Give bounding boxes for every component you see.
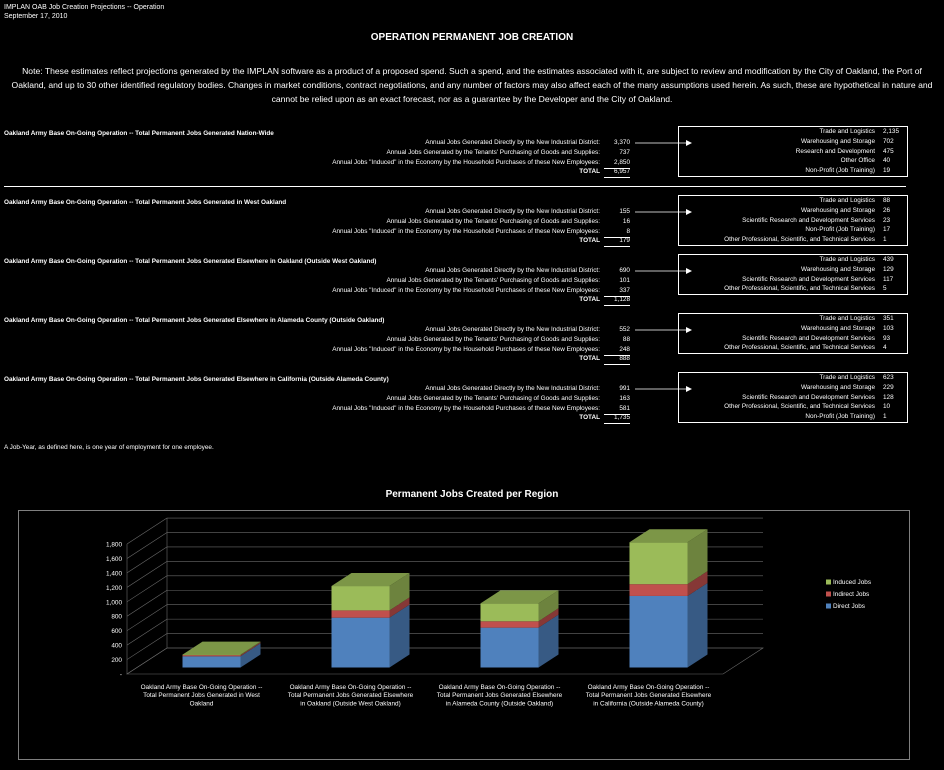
legend-swatch xyxy=(826,580,831,585)
bar-segment-direct-jobs xyxy=(630,596,688,668)
indirect-jobs-value: 16 xyxy=(622,217,630,225)
sector-label: Trade and Logistics xyxy=(819,128,875,135)
sector-label: Other Professional, Scientific, and Technical Services xyxy=(724,344,875,352)
sector-value: 5 xyxy=(883,285,887,293)
sector-value: 229 xyxy=(883,383,894,391)
direct-jobs-label: Annual Jobs Generated Directly by the New Industrial District: xyxy=(425,326,600,333)
total-jobs-value: 6,957 xyxy=(604,167,630,178)
gridline xyxy=(127,561,167,587)
sector-label: Non-Profit (Job Training) xyxy=(805,413,875,421)
sector-label: Other Professional, Scientific, and Technical Services xyxy=(724,236,875,244)
bar-segment-induced-jobs xyxy=(630,542,688,584)
page-title: OPERATION PERMANENT JOB CREATION xyxy=(370,32,574,43)
direct-jobs-label: Annual Jobs Generated Directly by the New Industrial District: xyxy=(425,267,600,274)
direct-jobs-value: 552 xyxy=(619,326,630,333)
sector-label: Warehousing and Storage xyxy=(800,137,875,145)
sector-label: Scientific Research and Development Services xyxy=(742,275,875,283)
bar-segment-indirect-jobs xyxy=(481,621,539,627)
sector-value: 128 xyxy=(883,393,894,401)
chart-title: Permanent Jobs Created per Region xyxy=(385,489,559,500)
gridline xyxy=(127,518,167,544)
gridline xyxy=(127,532,167,558)
sector-label: Scientific Research and Development Services xyxy=(742,334,875,342)
sector-value: 439 xyxy=(883,256,894,263)
indirect-jobs-label: Annual Jobs Generated by the Tenants' Purchasing of Goods and Supplies: xyxy=(386,394,600,402)
total-jobs-value: 888 xyxy=(604,354,630,365)
footnote: A Job-Year, as defined here, is one year of employment for one employee. xyxy=(4,444,214,451)
sector-label: Warehousing and Storage xyxy=(800,383,875,391)
bar-segment-induced-jobs xyxy=(481,603,539,621)
sector-label: Scientific Research and Development Services xyxy=(742,393,875,401)
y-tick-label: 600 xyxy=(111,628,122,636)
sector-value: 10 xyxy=(883,403,891,411)
induced-jobs-label: Annual Jobs "Induced" in the Economy by the Household Purchases of these New Employees: xyxy=(332,286,600,294)
legend-swatch xyxy=(826,592,831,597)
gridline xyxy=(127,547,167,573)
total-jobs-value: 1,735 xyxy=(604,413,630,424)
legend-label: Indirect Jobs xyxy=(833,591,870,598)
section-title: Oakland Army Base On-Going Operation -- Total Permanent Jobs Generated in West Oakland xyxy=(4,199,287,206)
sector-label: Other Office xyxy=(840,157,875,165)
section-title: Oakland Army Base On-Going Operation -- Total Permanent Jobs Generated Elsewhere in Alameda County (Outside Oakland) xyxy=(4,317,385,324)
direct-jobs-value: 991 xyxy=(619,385,630,392)
induced-jobs-label: Annual Jobs "Induced" in the Economy by the Household Purchases of these New Employees: xyxy=(332,404,600,412)
bar-segment-induced-jobs xyxy=(332,586,390,610)
legend-swatch xyxy=(826,604,831,609)
sector-label: Research and Development xyxy=(795,147,875,155)
y-tick-label: - xyxy=(119,671,122,679)
sector-value: 26 xyxy=(883,206,891,214)
sector-value: 23 xyxy=(883,216,891,224)
sector-value: 93 xyxy=(883,334,891,342)
legend-label: Induced Jobs xyxy=(833,579,872,586)
sector-value: 1 xyxy=(883,413,887,421)
doc-title: IMPLAN OAB Job Creation Projections -- Operation xyxy=(4,4,165,11)
y-tick-label: 1,200 xyxy=(106,584,122,592)
disclaimer-note: Note: These estimates reflect projections generated by the IMPLAN software as a product of a proposed spend. Such a spend, and the estimates associated with it, are subject to review and modification by the City of Oakland, the Port of Oakland, and up to 30 other identified regulatory bodies. Changes in market conditions, contract negotiations, and any number of factors may also affect each of the many assumptions used herein. As such, these are hypothetical in nature and cannot be relied upon as an exact forecast, nor as a guarantee by the Developer and the City of Oakland. xyxy=(11,66,933,104)
doc-date: September 17, 2010 xyxy=(4,13,68,20)
y-tick-label: 1,000 xyxy=(106,599,122,607)
sector-value: 40 xyxy=(883,157,891,165)
sector-value: 129 xyxy=(883,265,894,273)
indirect-jobs-value: 101 xyxy=(619,276,630,284)
induced-jobs-value: 337 xyxy=(604,286,630,297)
total-jobs-value: 1,128 xyxy=(604,295,630,306)
direct-jobs-value: 155 xyxy=(619,208,630,215)
gridline xyxy=(127,576,167,602)
y-tick-label: 1,400 xyxy=(106,570,122,578)
indirect-jobs-label: Annual Jobs Generated by the Tenants' Purchasing of Goods and Supplies: xyxy=(386,335,600,343)
sector-label: Other Professional, Scientific, and Technical Services xyxy=(724,403,875,411)
y-tick-label: 1,800 xyxy=(106,541,122,549)
induced-jobs-label: Annual Jobs "Induced" in the Economy by the Household Purchases of these New Employees: xyxy=(332,158,600,166)
total-jobs-label: TOTAL xyxy=(579,168,600,176)
indirect-jobs-value: 737 xyxy=(619,148,630,156)
induced-jobs-value: 2,850 xyxy=(604,158,630,169)
bar-side xyxy=(688,583,708,668)
sector-value: 17 xyxy=(883,226,891,234)
induced-jobs-value: 581 xyxy=(604,404,630,415)
direct-jobs-label: Annual Jobs Generated Directly by the New Industrial District: xyxy=(425,139,600,146)
bar-segment-induced-jobs xyxy=(183,655,241,656)
section-title: Oakland Army Base On-Going Operation -- Total Permanent Jobs Generated Nation-Wide xyxy=(4,130,274,137)
gridline xyxy=(127,590,167,616)
sector-label: Trade and Logistics xyxy=(819,315,875,322)
sector-value: 1 xyxy=(883,236,887,244)
sector-label: Trade and Logistics xyxy=(819,374,875,381)
direct-jobs-label: Annual Jobs Generated Directly by the New Industrial District: xyxy=(425,385,600,392)
sector-value: 351 xyxy=(883,315,894,322)
legend-label: Direct Jobs xyxy=(833,603,865,610)
bar-segment-indirect-jobs xyxy=(183,655,241,656)
direct-jobs-value: 690 xyxy=(619,267,630,274)
bar-segment-direct-jobs xyxy=(332,618,390,668)
indirect-jobs-value: 88 xyxy=(622,335,630,343)
y-tick-label: 1,600 xyxy=(106,555,122,563)
y-tick-label: 200 xyxy=(111,657,122,665)
y-tick-label: 800 xyxy=(111,613,122,621)
sector-label: Non-Profit (Job Training) xyxy=(805,167,875,175)
direct-jobs-label: Annual Jobs Generated Directly by the New Industrial District: xyxy=(425,208,600,215)
sector-label: Warehousing and Storage xyxy=(800,324,875,332)
indirect-jobs-value: 163 xyxy=(619,394,630,402)
sector-value: 103 xyxy=(883,324,894,332)
sector-label: Trade and Logistics xyxy=(819,256,875,263)
sector-value: 4 xyxy=(883,344,887,352)
direct-jobs-value: 3,370 xyxy=(614,139,630,146)
sector-value: 623 xyxy=(883,374,894,381)
induced-jobs-value: 248 xyxy=(604,345,630,356)
total-jobs-value: 179 xyxy=(604,236,630,247)
y-tick-label: 400 xyxy=(111,642,122,650)
sector-label: Trade and Logistics xyxy=(819,197,875,204)
bar-segment-indirect-jobs xyxy=(630,584,688,596)
x-category-label: Oakland Army Base On-Going Operation --Total Permanent Jobs Generated Elsewhere in California (Outside Alameda County) xyxy=(585,684,712,708)
sector-label: Non-Profit (Job Training) xyxy=(805,226,875,234)
induced-jobs-value: 8 xyxy=(604,227,630,238)
x-category-label: Oakland Army Base On-Going Operation --Total Permanent Jobs Generated Elsewhere in Oakland (Outside West Oakland) xyxy=(287,684,414,708)
total-jobs-label: TOTAL xyxy=(579,355,600,363)
sector-value: 88 xyxy=(883,197,891,204)
sector-value: 117 xyxy=(883,275,894,283)
sector-value: 19 xyxy=(883,167,891,175)
x-category-label: Oakland Army Base On-Going Operation --Total Permanent Jobs Generated in West Oakland xyxy=(140,684,263,708)
gridline xyxy=(127,605,167,631)
sector-value: 475 xyxy=(883,147,894,155)
gridline xyxy=(127,619,167,645)
induced-jobs-label: Annual Jobs "Induced" in the Economy by the Household Purchases of these New Employees: xyxy=(332,227,600,235)
section-title: Oakland Army Base On-Going Operation -- Total Permanent Jobs Generated Elsewhere in Oakland (Outside West Oakland) xyxy=(4,258,377,265)
indirect-jobs-label: Annual Jobs Generated by the Tenants' Purchasing of Goods and Supplies: xyxy=(386,276,600,284)
bar-segment-indirect-jobs xyxy=(332,610,390,617)
sector-value: 702 xyxy=(883,137,894,145)
sector-label: Scientific Research and Development Services xyxy=(742,216,875,224)
total-jobs-label: TOTAL xyxy=(579,296,600,304)
section-title: Oakland Army Base On-Going Operation -- Total Permanent Jobs Generated Elsewhere in California (Outside Alameda County) xyxy=(4,376,389,383)
total-jobs-label: TOTAL xyxy=(579,237,600,245)
total-jobs-label: TOTAL xyxy=(579,414,600,422)
sector-value: 2,135 xyxy=(883,128,899,135)
sector-label: Other Professional, Scientific, and Technical Services xyxy=(724,285,875,293)
indirect-jobs-label: Annual Jobs Generated by the Tenants' Purchasing of Goods and Supplies: xyxy=(386,148,600,156)
induced-jobs-label: Annual Jobs "Induced" in the Economy by the Household Purchases of these New Employees: xyxy=(332,345,600,353)
x-category-label: Oakland Army Base On-Going Operation --Total Permanent Jobs Generated Elsewhere in Alameda County (Outside Oakland) xyxy=(436,684,563,708)
gridline xyxy=(127,634,167,660)
indirect-jobs-label: Annual Jobs Generated by the Tenants' Purchasing of Goods and Supplies: xyxy=(386,217,600,225)
bar-segment-direct-jobs xyxy=(481,628,539,668)
sector-label: Warehousing and Storage xyxy=(800,265,875,273)
sector-label: Warehousing and Storage xyxy=(800,206,875,214)
bar-segment-direct-jobs xyxy=(183,656,241,667)
